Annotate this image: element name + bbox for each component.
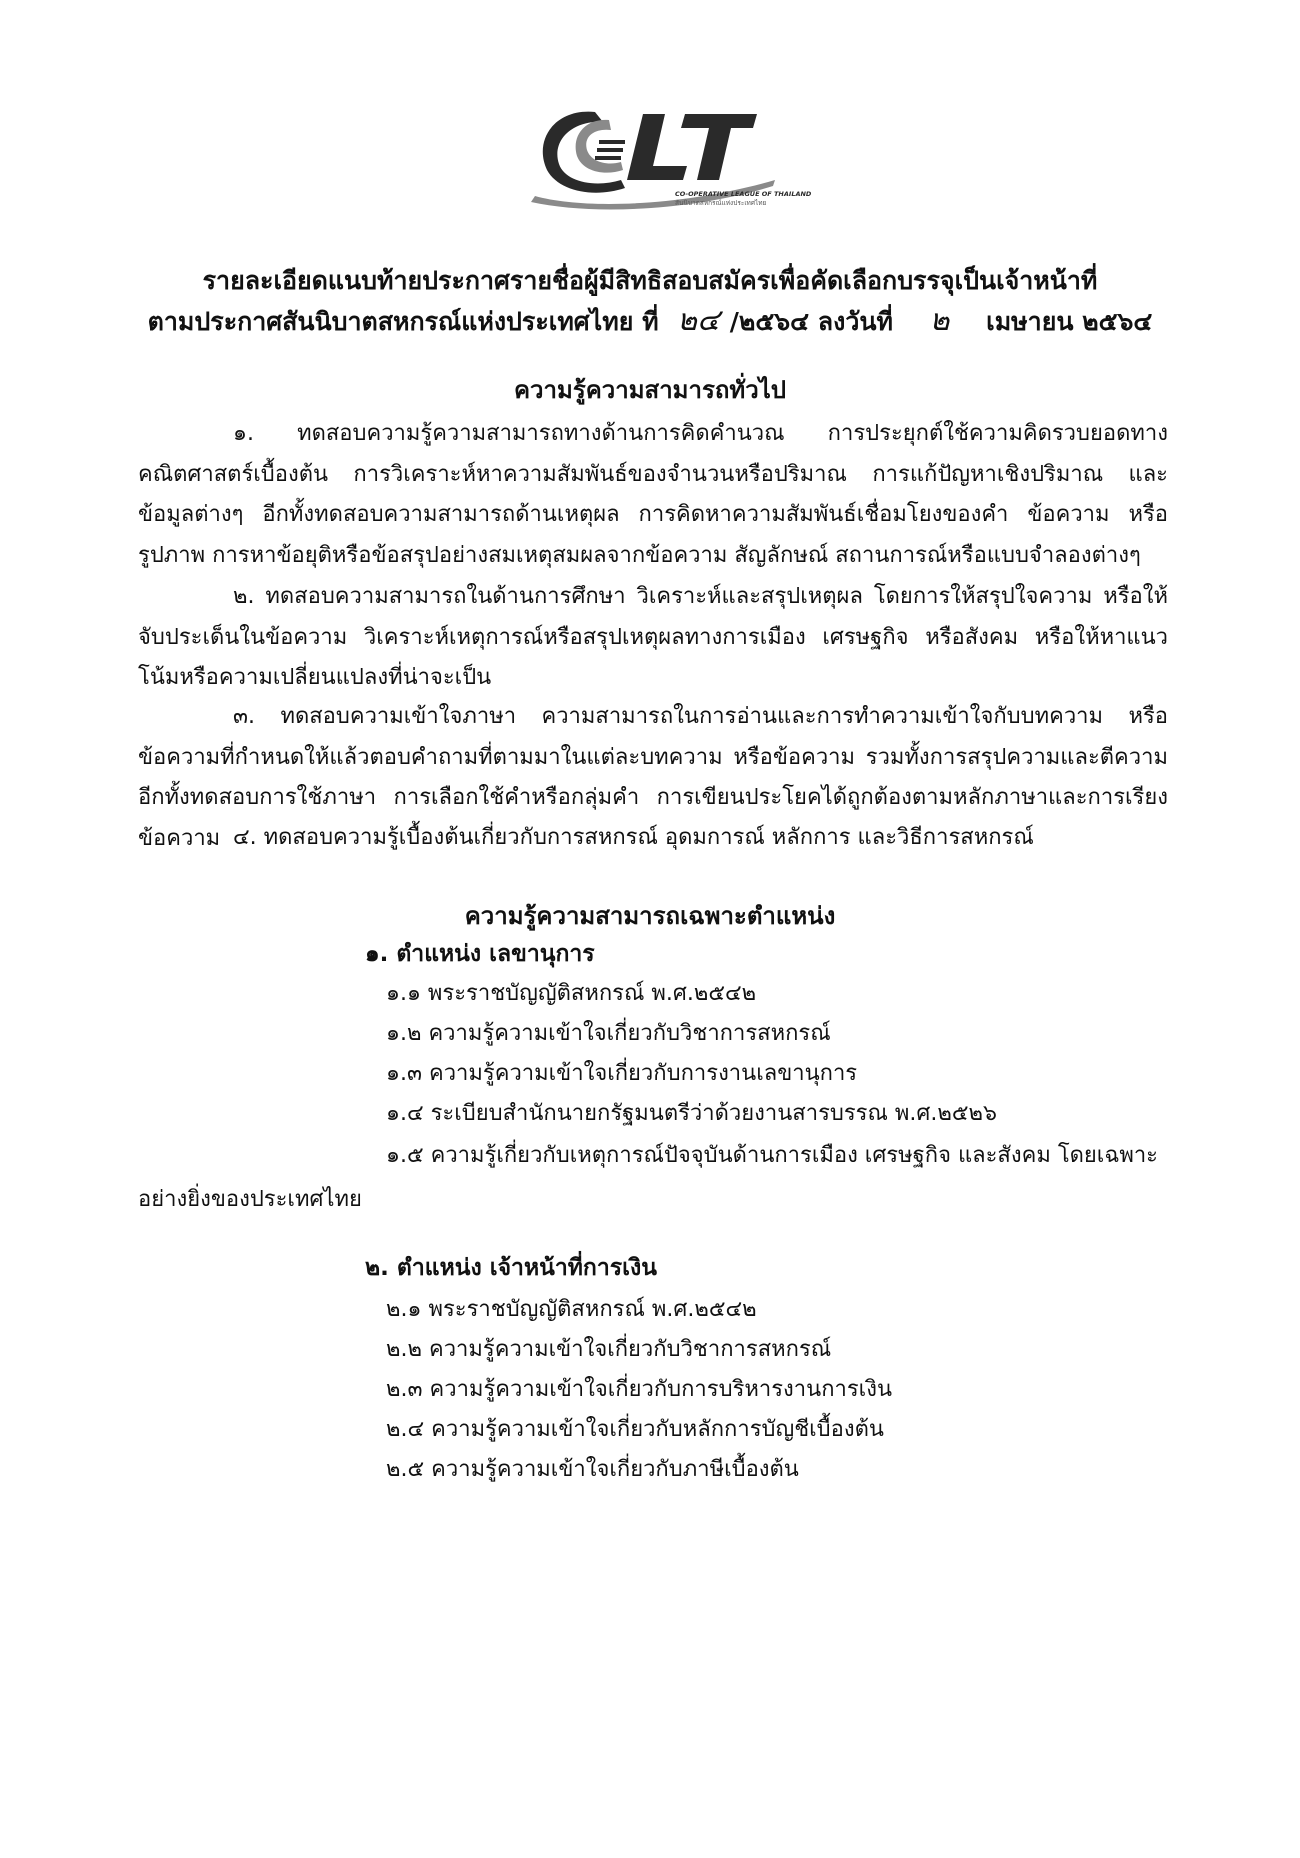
logo-org-en: CO-OPERATIVE LEAGUE OF THAILAND [675,190,812,198]
clt-logo [525,100,812,210]
general-heading: ความรู้ความสามารถทั่วไป [514,376,786,404]
position-2-item-1: ๒.๑ พระราชบัญญัติสหกรณ์ พ.ศ.๒๕๔๒ [386,1297,757,1322]
position-2-item-4: ๒.๔ ความรู้ความเข้าใจเกี่ยวกับหลักการบัญชีเบื้องต้น [386,1417,884,1442]
specific-heading: ความรู้ความสามารถเฉพาะตำแหน่ง [464,902,836,930]
general-item-1: ๑. ทดสอบความรู้ความสามารถทางด้านการคิดคำนวณ การประยุกต์ใช้ความคิดรวบยอดทางคณิตศาสตร์เบื้องต้น การวิเคราะห์หาความสัมพันธ์ของจำนวนหรือปริมาณ การแก้ปัญหาเชิงปริมาณ และข้อมูลต่างๆ อีกทั้งทดสอบความสามารถด้านเหตุผล การคิดหาความสัมพันธ์เชื่อมโยงของคำ ข้อความ หรือรูปภาพ การหาข้อยุติหรือข้อสรุปอย่างสมเหตุสมผลจากข้อความ สัญลักษณ์ สถานการณ์หรือแบบจำลองต่างๆ [138,421,1168,568]
general-item-2: ๒. ทดสอบความสามารถในด้านการศึกษา วิเคราะห์และสรุปเหตุผล โดยการให้สรุปใจความ หรือให้จับประเด็นในข้อความ วิเคราะห์เหตุการณ์หรือสรุปเหตุผลทางการเมือง เศรษฐกิจ หรือสังคม หรือให้หาแนวโน้มหรือความเปลี่ยนแปลงที่น่าจะเป็น [138,584,1168,690]
handwritten-day: ๒ [929,303,950,338]
clt-logo-graphic [525,100,812,210]
title-suffix: เมษายน ๒๕๖๔ [986,307,1153,336]
title-middle: /๒๕๖๔ ลงวันที่ [729,307,893,336]
position-1-item-4: ๑.๔ ระเบียบสำนักนายกรัฐมนตรีว่าด้วยงานสารบรรณ พ.ศ.๒๕๒๖ [386,1101,997,1126]
position-1-item-1: ๑.๑ พระราชบัญญัติสหกรณ์ พ.ศ.๒๕๔๒ [386,981,757,1006]
title-prefix: ตามประกาศสันนิบาตสหกรณ์แห่งประเทศไทย ที่ [147,307,659,336]
general-item-4: ๔. ทดสอบความรู้เบื้องต้นเกี่ยวกับการสหกรณ์ อุดมการณ์ หลักการ และวิธีการสหกรณ์ [233,825,1034,850]
position-1-item-2: ๑.๒ ความรู้ความเข้าใจเกี่ยวกับวิชาการสหกรณ์ [386,1021,831,1046]
position-1-item-3: ๑.๓ ความรู้ความเข้าใจเกี่ยวกับการงานเลขานุการ [386,1061,858,1086]
document-title-line2 [140,302,1160,341]
logo-org-th: สันนิบาตสหกรณ์แห่งประเทศไทย [675,199,767,207]
general-item-3: ๓. ทดสอบความเข้าใจภาษา ความสามารถในการอ่านและการทำความเข้าใจกับบทความ หรือข้อความที่กำหนดให้แล้วตอบคำถามที่ตามมาในแต่ละบทความ หรือข้อความ รวมทั้งการสรุปความและตีความ อีกทั้งทดสอบการใช้ภาษา การเลือกใช้คำหรือกลุ่มคำ การเขียนประโยคได้ถูกต้องตามหลักภาษาและการเรียงข้อความ [138,704,1168,851]
position-2-item-2: ๒.๒ ความรู้ความเข้าใจเกี่ยวกับวิชาการสหกรณ์ [386,1337,832,1362]
position-2-item-3: ๒.๓ ความรู้ความเข้าใจเกี่ยวกับการบริหารงานการเงิน [386,1377,892,1402]
position-2-item-5: ๒.๕ ความรู้ความเข้าใจเกี่ยวกับภาษีเบื้องต้น [386,1457,799,1482]
position-1-item-5: ๑.๕ ความรู้เกี่ยวกับเหตุการณ์ปัจจุบันด้านการเมือง เศรษฐกิจ และสังคม โดยเฉพาะอย่างยิ่งของประเทศไทย [138,1143,1158,1212]
position-1-title: ๑. ตำแหน่ง เลขานุการ [365,941,595,967]
position-2-title: ๒. ตำแหน่ง เจ้าหน้าที่การเงิน [365,1255,657,1281]
document-title-line1: รายละเอียดแนบท้ายประกาศรายชื่อผู้มีสิทธิสอบสมัครเพื่อคัดเลือกบรรจุเป็นเจ้าหน้าที่ [202,266,1098,295]
handwritten-announcement-number: ๒๔ [677,303,720,338]
